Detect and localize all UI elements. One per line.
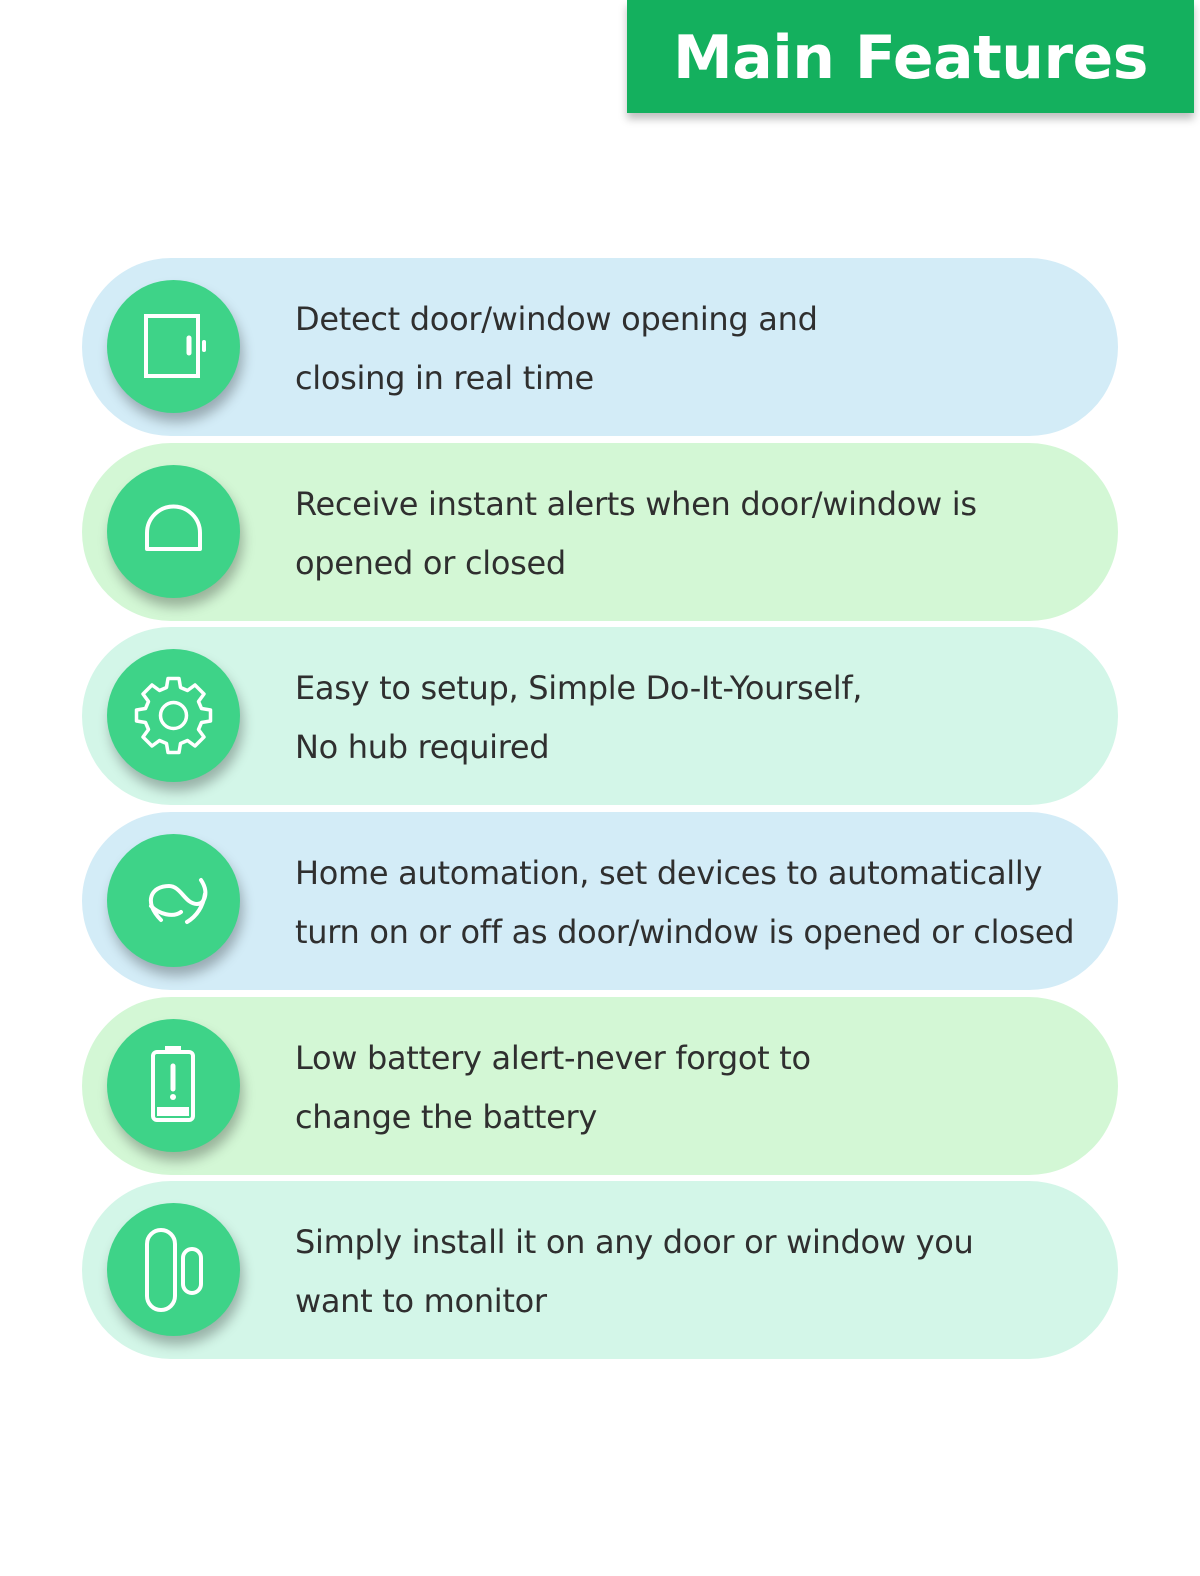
- low-battery-icon: [107, 1019, 240, 1152]
- feature-row-realtime-detection: [82, 258, 1118, 436]
- feature-row-instant-alerts: [82, 443, 1118, 621]
- door-icon: [107, 280, 240, 413]
- feature-text: [295, 290, 1115, 408]
- feature-text: [295, 475, 1115, 593]
- gear-icon: [107, 649, 240, 782]
- door-sensor-icon: [107, 1203, 240, 1336]
- alarm-bell-icon: [107, 465, 240, 598]
- automation-loop-icon: [107, 834, 240, 967]
- feature-text-line: No hub required: [295, 728, 550, 766]
- feature-text-line: Low battery alert-never forgot to: [295, 1039, 811, 1077]
- feature-text-line: change the battery: [295, 1098, 598, 1136]
- feature-row-home-automation: [82, 812, 1118, 990]
- feature-text-line: Simply install it on any door or window you: [295, 1223, 974, 1261]
- feature-row-low-battery: [82, 997, 1118, 1175]
- feature-text: [295, 659, 1115, 777]
- feature-text-line: want to monitor: [295, 1282, 547, 1320]
- feature-row-easy-setup: [82, 627, 1118, 805]
- feature-text: [295, 844, 1115, 962]
- page-title: Main Features: [673, 22, 1148, 93]
- header-banner: [627, 0, 1194, 113]
- feature-text: [295, 1029, 1115, 1147]
- feature-text-line: turn on or off as door/window is opened or closed: [295, 913, 1075, 951]
- feature-text-line: closing in real time: [295, 359, 594, 397]
- feature-text-line: Receive instant alerts when door/window is: [295, 485, 977, 523]
- feature-text-line: Easy to setup, Simple Do-It-Yourself,: [295, 669, 863, 707]
- feature-text-line: Home automation, set devices to automatically: [295, 854, 1043, 892]
- feature-text-line: opened or closed: [295, 544, 566, 582]
- feature-row-easy-install: [82, 1181, 1118, 1359]
- feature-text-line: Detect door/window opening and: [295, 300, 818, 338]
- feature-text: [295, 1213, 1115, 1331]
